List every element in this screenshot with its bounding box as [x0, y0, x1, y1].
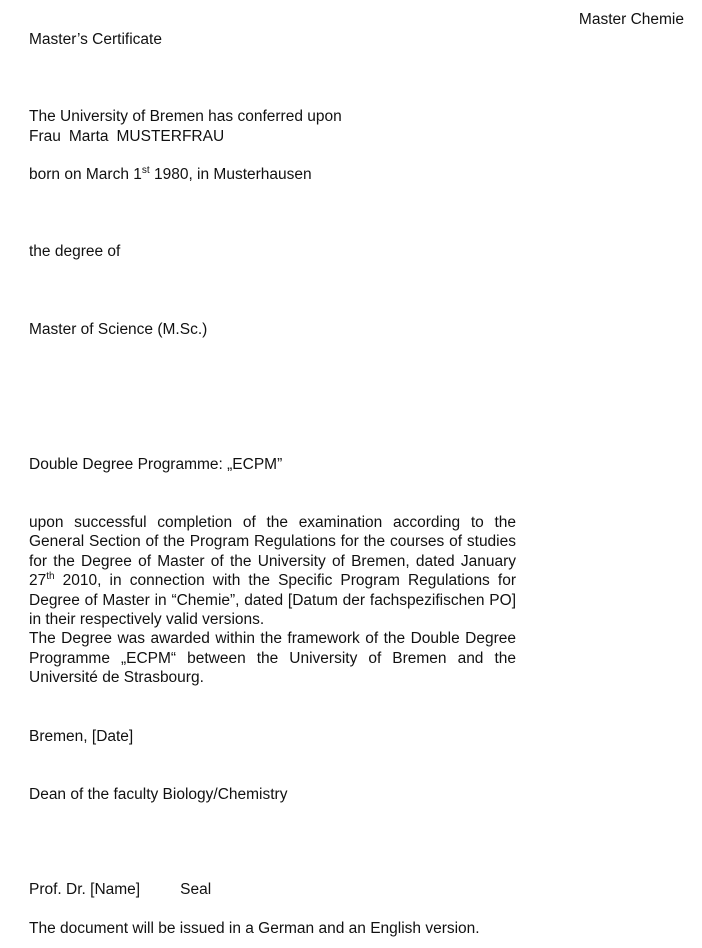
- program-label: Master Chemie: [578, 11, 684, 28]
- degree-intro: the degree of: [29, 243, 121, 260]
- body-paragraph-1: [29, 513, 516, 629]
- body-p1-after-date: 2010, in connection with the Specific Program Regulations for Degree of Master in “Chemie”, dated [Datum der fachspezifischen PO] in their respectively valid versions.: [29, 572, 516, 629]
- birth-prefix: born on March 1: [29, 166, 142, 183]
- birth-day-suffix: st: [141, 165, 150, 176]
- signature-line: [29, 880, 211, 899]
- body-p1-before-date: upon successful completion of the examination according to the General Section of the Program Regulations for the courses of studies for the Degree of Master of the University of Bremen, dated January 27: [29, 514, 516, 590]
- body-date-suffix: th: [46, 571, 55, 583]
- recipient-first-name: Marta: [68, 128, 109, 145]
- seal-label: Seal: [180, 881, 212, 898]
- place-date: Bremen, [Date]: [29, 728, 134, 745]
- degree-title: Master of Science (M.Sc.): [29, 321, 208, 338]
- conferral-intro: The University of Bremen has conferred upon: [29, 108, 342, 125]
- recipient-name: [29, 127, 224, 146]
- birth-rest: 1980, in Musterhausen: [149, 166, 312, 183]
- dean-title: Dean of the faculty Biology/Chemistry: [29, 786, 288, 803]
- recipient-last-name: MUSTERFRAU: [116, 128, 225, 145]
- document-title: Master’s Certificate: [29, 31, 162, 48]
- programme-line: Double Degree Programme: „ECPM”: [29, 456, 283, 473]
- body-text: [29, 513, 516, 688]
- signatory-name: Prof. Dr. [Name]: [29, 881, 141, 898]
- footer-note: The document will be issued in a German and an English version.: [29, 920, 480, 937]
- recipient-salutation: Frau: [29, 128, 61, 145]
- body-paragraph-2: The Degree was awarded within the framework of the Double Degree Programme „ECPM“ between the University of Bremen and the Université de Strasbourg.: [29, 630, 516, 687]
- birth-line: [29, 165, 312, 184]
